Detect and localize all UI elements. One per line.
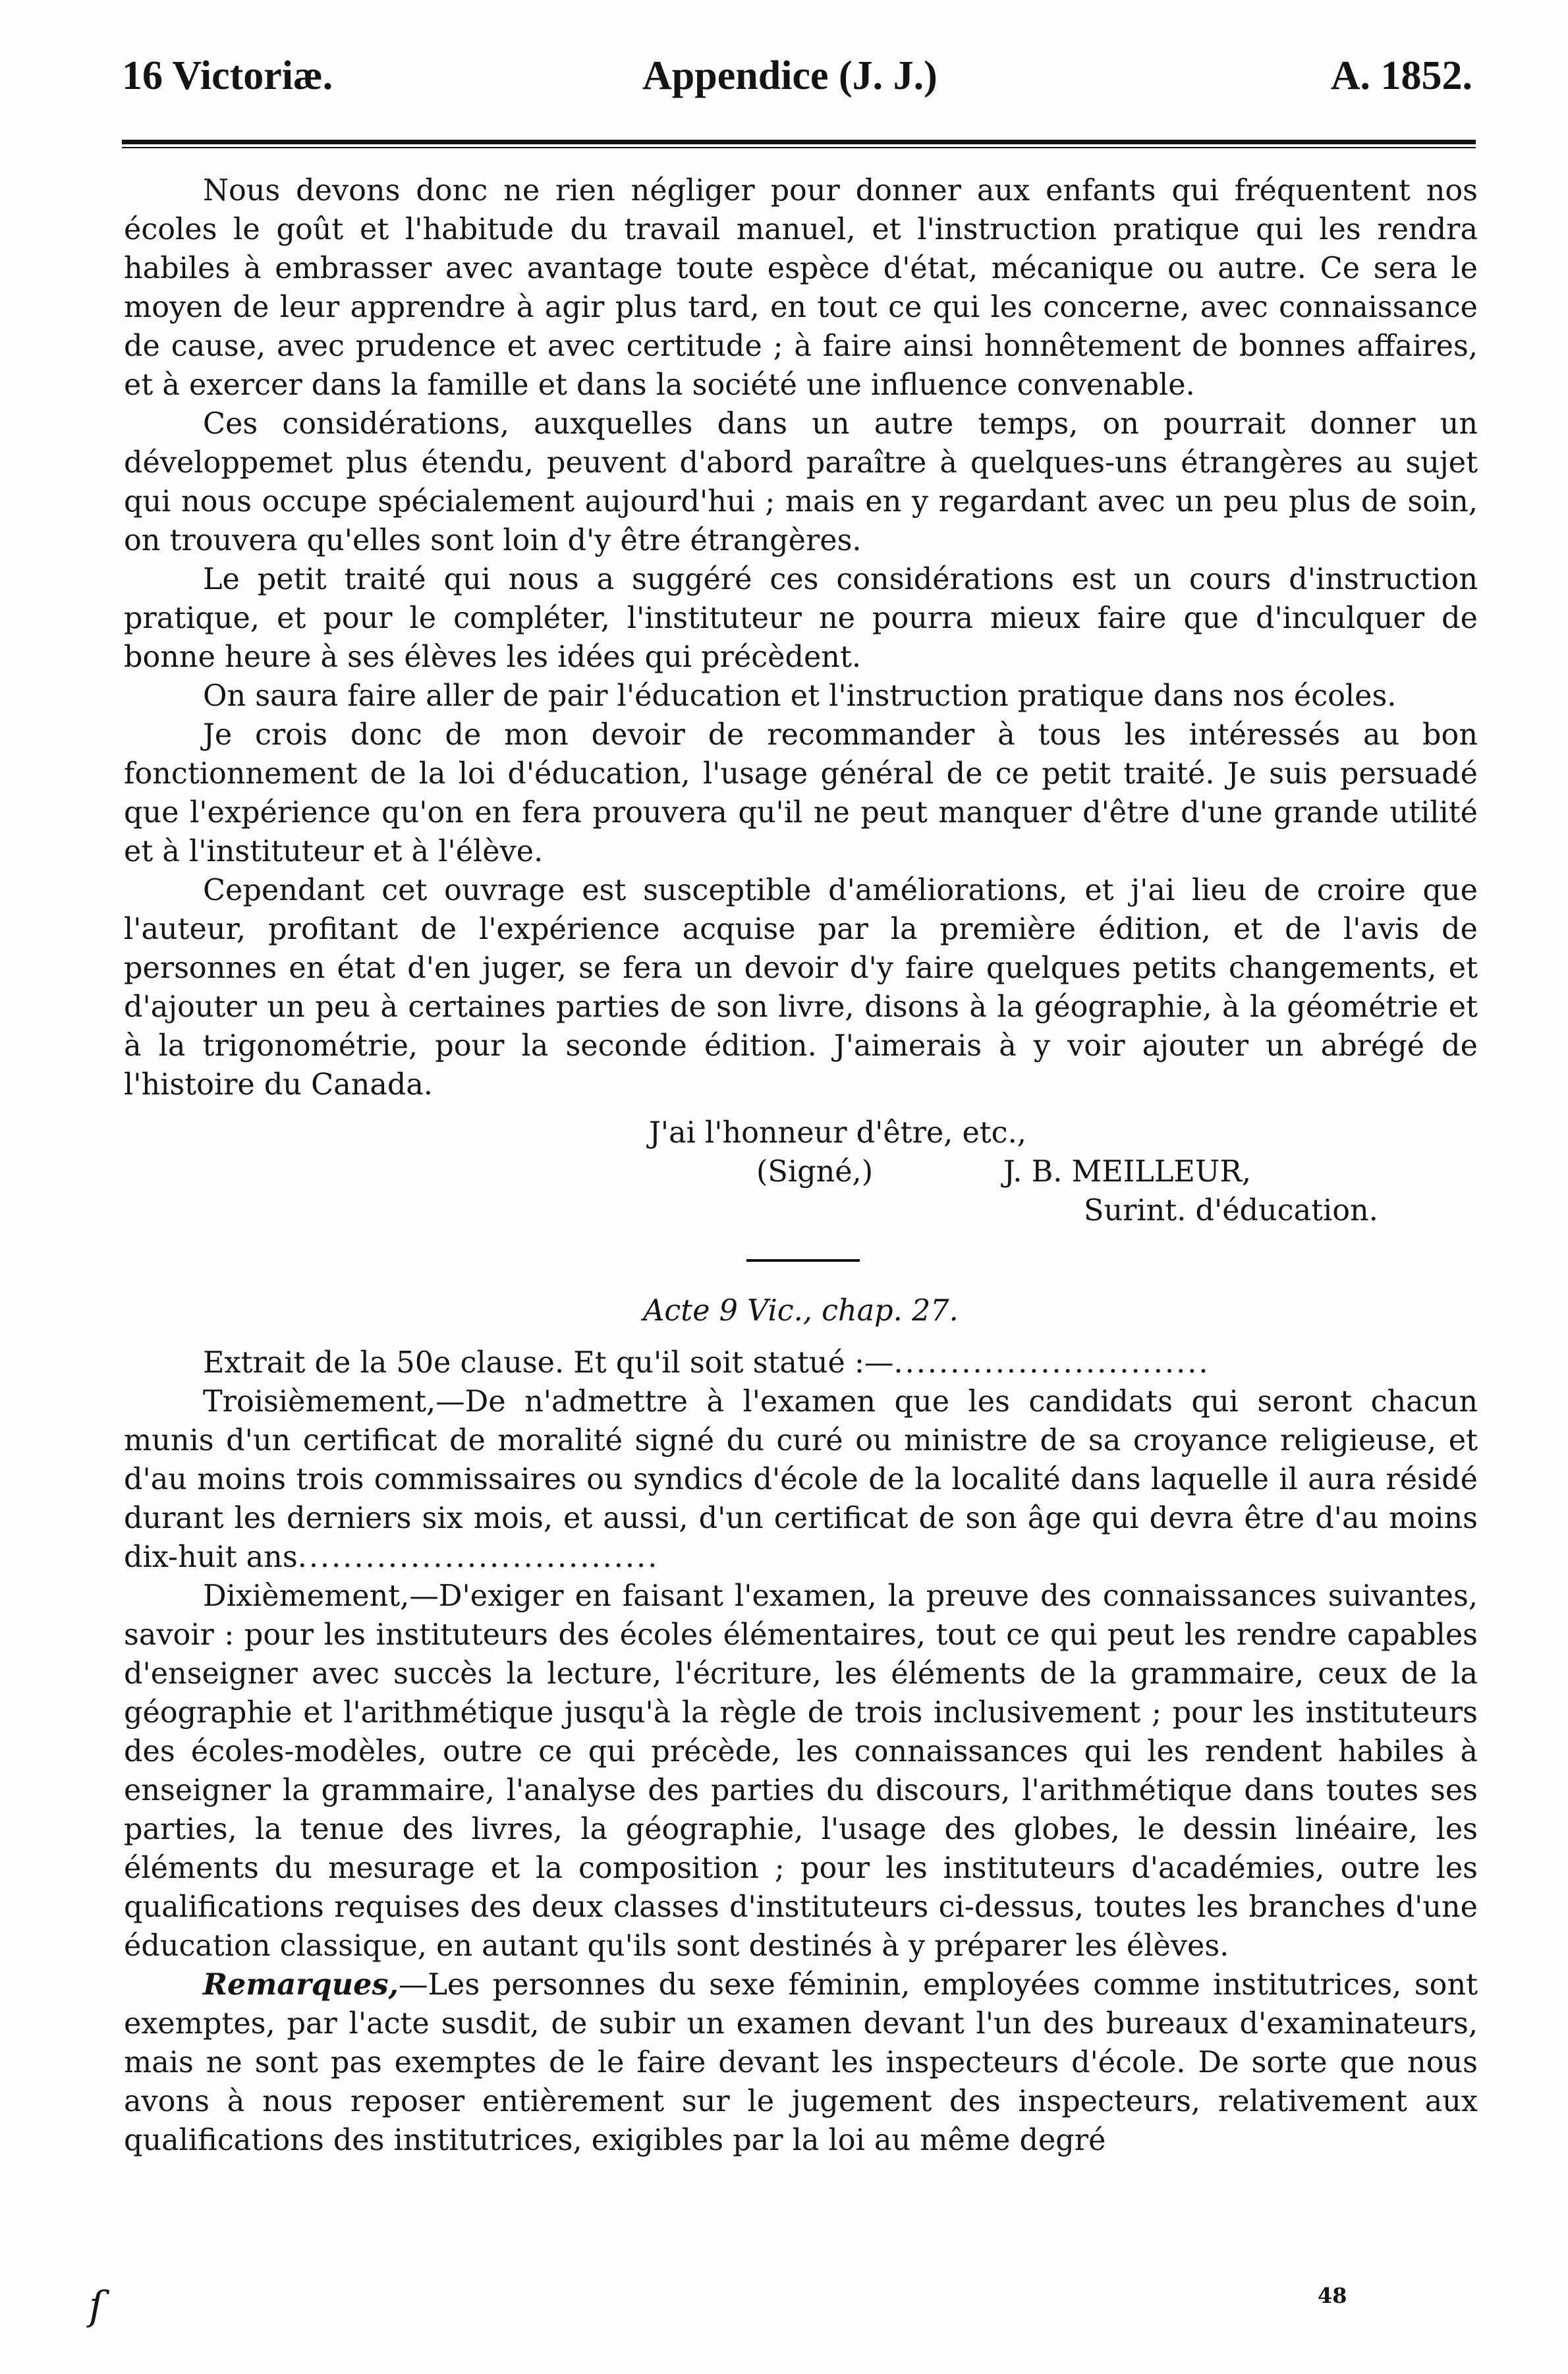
act-intro-text: Extrait de la 50e clause. Et qu'il soit statué :— bbox=[203, 1346, 894, 1380]
header-session: 16 Victoriæ. bbox=[122, 53, 333, 98]
signature-block bbox=[124, 1104, 1478, 1233]
header-rule bbox=[122, 140, 1476, 148]
paragraph: Ces considérations, auxquelles dans un autre temps, on pourrait donner un développemet plus étendu, peuvent d'abord paraître à quelques-uns étrangères au sujet qui nous occupe spécialement aujourd'hui ; mais en y regardant avec un peu plus de soin, on trouvera qu'elles sont loin d'y être étrangères. bbox=[124, 407, 1478, 557]
header-appendix: Appendice (J. J.) bbox=[642, 53, 938, 98]
signature-name: J. B. MEILLEUR, bbox=[1003, 1155, 1252, 1189]
remarks-label: Remarques, bbox=[203, 1967, 399, 2002]
act-clause-tenth: Dixièmement,—D'exiger en faisant l'examen, la preuve des connaissances suivantes, savoir : pour les instituteurs des écoles élémentaires, tout ce qui peut les rendre capables d'enseigner avec succès la lecture, l'écriture, les éléments de la grammaire, ceux de la géographie et l'arithmétique jusqu'à la règle de trois inclusivement ; pour les instituteurs des écoles-modèles, outre ce qui précède, les connaissances qui les rendent habiles à enseigner la grammaire, l'analyse des parties du discours, l'arithmétique dans toutes ses parties, la tenue des livres, la géographie, l'usage des globes, le dessin linéaire, les éléments du mesurage et la composition ; pour les instituteurs d'académies, outre les qualifications requises des deux classes d'instituteurs ci-dessus, toutes les branches d'une éducation classique, en autant qu'ils sont destinés à y préparer les élèves. bbox=[124, 1579, 1478, 1963]
header-year: A. 1852. bbox=[1330, 53, 1472, 98]
document-body bbox=[124, 171, 1478, 2160]
act-clause-third bbox=[124, 1382, 1478, 1577]
signature-closing: J'ai l'honneur d'être, etc., bbox=[649, 1116, 1026, 1150]
signature-title: Surint. d'éducation. bbox=[1084, 1194, 1378, 1228]
section-divider bbox=[746, 1259, 860, 1262]
signature-mark: ſ bbox=[89, 2283, 104, 2329]
paragraph: On saura faire aller de pair l'éducation et l'instruction pratique dans nos écoles. bbox=[203, 679, 1397, 713]
leader-dots: ............................ bbox=[893, 1346, 1210, 1380]
clause-third-text: Troisièmement,—De n'admettre à l'examen que les candidats qui seront chacun munis d'un certificat de moralité signé du curé ou ministre de sa croyance religieuse, et d'au moins trois commissaires ou syndics d'école de la localité dans laquelle il aura résidé durant les derniers six mois, et aussi, d'un certificat de son âge qui devra être d'au moins dix-huit ans bbox=[124, 1385, 1478, 1574]
remarks-text: —Les personnes du sexe féminin, employées comme institutrices, sont exemptes, par l'acte susdit, de subir un examen devant l'un des bureaux d'examinateurs, mais ne sont pas exemptes de le faire devant les inspecteurs d'école. De sorte que nous avons à nous reposer entièrement sur le jugement des inspecteurs, relativement aux qualifications des institutrices, exigibles par la loi au même degré bbox=[124, 1968, 1478, 2157]
leader-dots: ................................ bbox=[297, 1540, 659, 1574]
signature-signed: (Signé,) bbox=[756, 1155, 874, 1189]
running-header bbox=[122, 53, 1492, 112]
page-number: 48 bbox=[1318, 2283, 1347, 2308]
paragraph: Le petit traité qui nous a suggéré ces considérations est un cours d'instruction pratique, et pour le compléter, l'instituteur ne pourra mieux faire que d'inculquer de bonne heure à ses élèves les idées qui précèdent. bbox=[124, 563, 1478, 674]
paragraph: Je crois donc de mon devoir de recommander à tous les intéressés au bon fonctionnement de la loi d'éducation, l'usage général de ce petit traité. Je suis persuadé que l'expérience qu'on en fera prouvera qu'il ne peut manquer d'être d'une grande utilité et à l'instituteur et à l'élève. bbox=[124, 718, 1478, 868]
paragraph: Cependant cet ouvrage est susceptible d'améliorations, et j'ai lieu de croire que l'auteur, profitant de l'expérience acquise par la première édition, et de l'avis de personnes en état d'en juger, se fera un devoir d'y faire quelques petits changements, et d'ajouter un peu à certaines parties de son livre, disons à la géographie, à la géométrie et à la trigonométrie, pour la seconde édition. J'aimerais à y voir ajouter un abrégé de l'histoire du Canada. bbox=[124, 874, 1478, 1102]
paragraph: Nous devons donc ne rien négliger pour donner aux enfants qui fréquentent nos écoles le goût et l'habitude du travail manuel, et l'instruction pratique qui les rendra habiles à embrasser avec avantage toute espèce d'état, mécanique ou autre. Ce sera le moyen de leur apprendre à agir plus tard, en tout ce qui les concerne, avec connaissance de cause, avec prudence et avec certitude ; à faire ainsi honnêtement de bonnes affaires, et à exercer dans la famille et dans la société une influence convenable. bbox=[124, 174, 1478, 402]
remarks-paragraph bbox=[124, 1965, 1478, 2160]
act-intro bbox=[124, 1343, 1478, 1382]
act-heading: Acte 9 Vic., chap. 27. bbox=[643, 1294, 959, 1328]
